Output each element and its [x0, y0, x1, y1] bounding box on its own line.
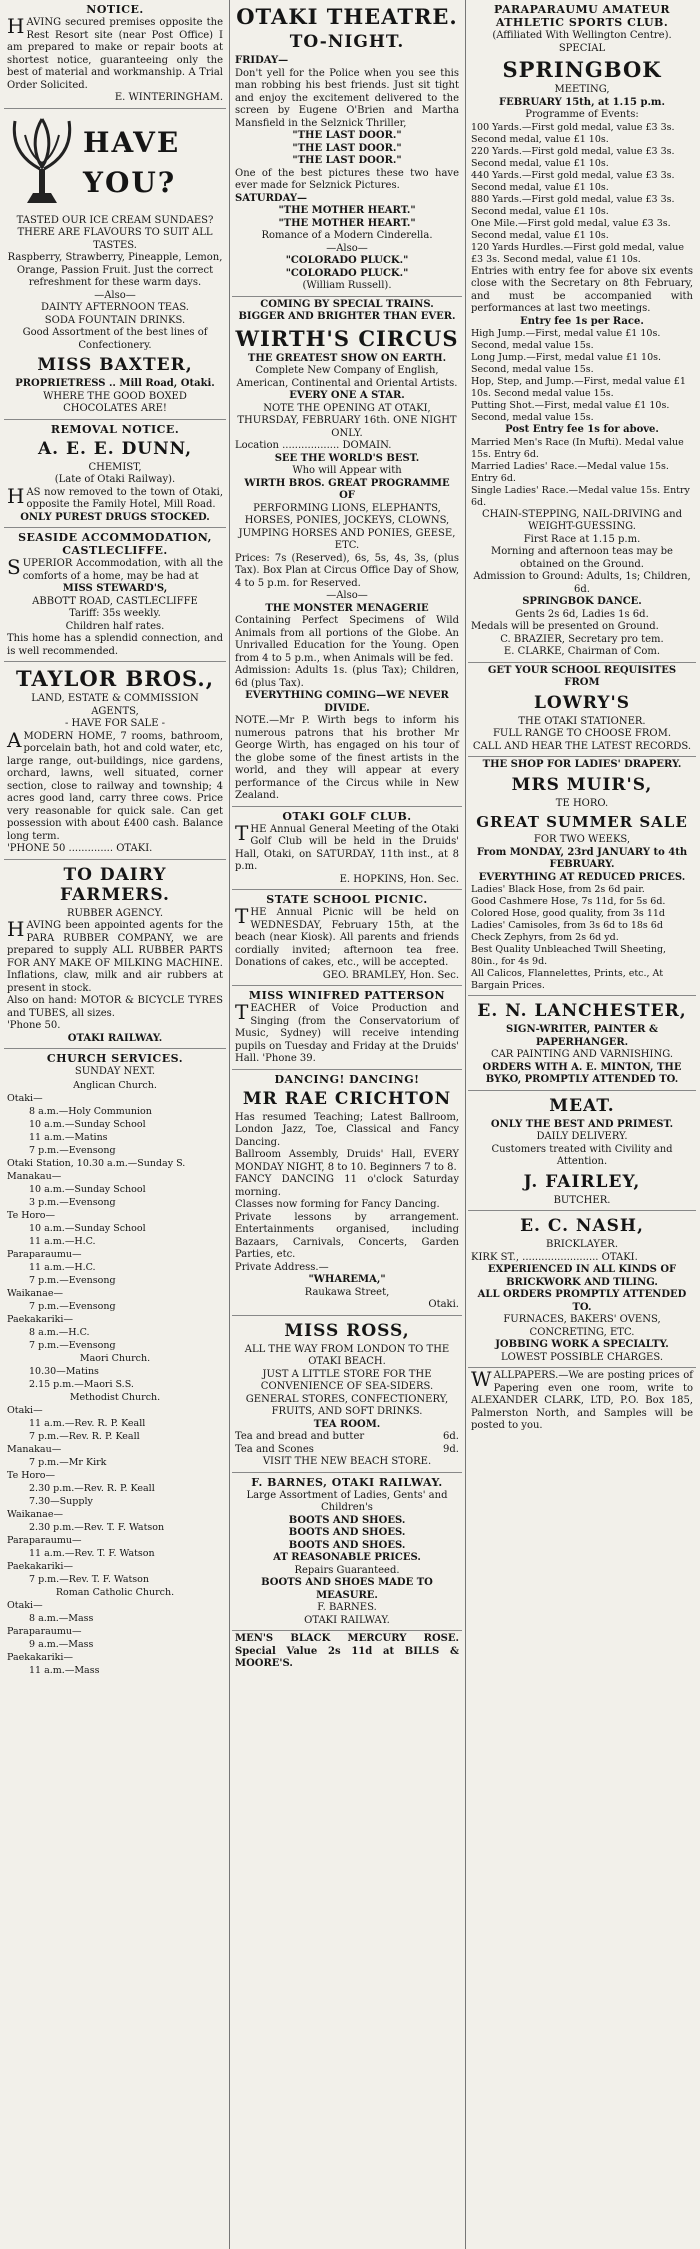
ross-name: MISS ROSS, [284, 1320, 410, 1341]
church-service-list [7, 1079, 223, 1677]
muir-sale-item: Check Zephyrs, from 2s 6d yd. [471, 932, 619, 943]
sports-chairman: E. CLARKE, Chairman of Com. [503, 646, 661, 657]
church-ad [4, 1049, 226, 1680]
sports-event: One Mile.—First gold medal, value £3 3s. Second medal, value £1 10s. [471, 217, 671, 241]
sports-heading: PARAPARAUMU AMATEUR ATHLETIC SPORTS CLUB. [493, 3, 670, 29]
muir-sale-item: Ladies' Black Hose, from 2s 6d pair. [471, 884, 645, 895]
church-service-line: 2.15 p.m.—Maori S.S. [29, 1378, 134, 1390]
mercury-ad [232, 1631, 462, 1674]
barnes-boots: BOOTS AND SHOES. [288, 1514, 406, 1526]
church-service-line: Otaki— [7, 1404, 43, 1416]
nash-trade: BRICKLAYER. [545, 1239, 619, 1250]
baxter-body: TASTED OUR ICE CREAM SUNDAES? THERE ARE FLAVOURS TO SUIT ALL TASTES. [16, 214, 214, 251]
ross-visit: VISIT THE NEW BEACH STORE. [262, 1456, 432, 1467]
lowry-ad [468, 663, 696, 758]
church-heading: CHURCH SERVICES. [46, 1052, 184, 1065]
baxter-proprietress: PROPRIETRESS .. Mill Road, Otaki. [15, 378, 215, 389]
theatre-tonight: TO-NIGHT. [289, 32, 405, 52]
lanchester-car: CAR PAINTING AND VARNISHING. [490, 1049, 674, 1060]
church-service-line: Otaki— [7, 1092, 43, 1104]
church-service-line: 11 a.m.—Matins [29, 1131, 108, 1143]
church-service-line: Waikanae— [7, 1287, 63, 1299]
church-service-line: Paraparaumu— [7, 1248, 82, 1260]
removal-ad [4, 420, 226, 529]
circus-who: Who will Appear with [292, 465, 402, 476]
church-service-line: 11 a.m.—Rev. T. F. Watson [29, 1547, 155, 1559]
sports-special: SPECIAL [558, 42, 606, 54]
picnic-body: THE Annual Picnic will be held on WEDNESDAY, February 15th, at the beach (near Kiosk). All parents and friends cordially invited; afternoon tea free. Donations of cakes, etc., will be accepted. [235, 904, 459, 968]
ross-scone-item: Tea and Scones [235, 1443, 314, 1455]
sports-entry-fee: Entry fee 1s per Race. [520, 315, 644, 327]
barnes-ad [232, 1473, 462, 1632]
ross-scone-price: 9d. [443, 1443, 459, 1455]
picnic-ad [232, 890, 462, 986]
barnes-repairs: Repairs Guaranteed. [294, 1564, 400, 1576]
circus-trains: COMING BY SPECIAL TRAINS. [260, 298, 434, 310]
circus-bigger: BIGGER AND BRIGHTER THAN EVER. [238, 311, 456, 322]
theatre-door-note: One of the best pictures these two have ever made for Selznick Pictures. [235, 167, 459, 191]
theatre-film-title: "THE LAST DOOR." [292, 142, 402, 154]
theatre-ad [232, 0, 462, 297]
sports-event: 100 Yards.—First gold medal, value £3 3s. Second medal, value £1 10s. [471, 121, 675, 145]
church-service-line: 2.30 p.m.—Rev. T. F. Watson [29, 1521, 165, 1533]
nash-jobbing: JOBBING WORK A SPECIALTY. [495, 1339, 669, 1350]
church-service-line: 11 a.m.—H.C. [29, 1261, 96, 1273]
sports-race: Married Men's Race (In Mufti). Medal value 15s. Entry 6d. [471, 436, 684, 460]
circus-star: EVERY ONE A STAR. [289, 390, 405, 401]
nash-lowest: LOWEST POSSIBLE CHARGES. [500, 1351, 664, 1363]
church-service-line: Manakau— [7, 1443, 62, 1455]
lanchester-name: E. N. LANCHESTER, [477, 1001, 687, 1021]
picnic-signature: GEO. BRAMLEY, Hon. Sec. [322, 969, 459, 981]
church-service-line: Paekakariki— [7, 1560, 73, 1572]
dancing-private: Private lessons by arrangement. Entertainments organised, including Bazaars, Carnivals, Concerts, Garden Parties, etc. [235, 1211, 459, 1260]
church-service-line: 7 p.m.—Evensong [29, 1300, 116, 1312]
sports-event: 880 Yards.—First gold medal, value £3 3s. Second medal, value £1 10s. [471, 193, 675, 217]
baxter-ad [4, 109, 226, 420]
baxter-teas: DAINTY AFTERNOON TEAS. [41, 302, 189, 313]
church-service-line: Anglican Church. [73, 1079, 157, 1091]
seaside-note: This home has a splendid connection, and is well recommended. [7, 633, 223, 657]
circus-coming: EVERYTHING COMING—WE NEVER DIVIDE. [245, 690, 449, 714]
dairy-sub: RUBBER AGENCY. [66, 907, 164, 919]
ross-store: JUST A LITTLE STORE FOR THE CONVENIENCE OF SEA-SIDERS. [260, 1368, 434, 1392]
muir-shop: THE SHOP FOR LADIES' DRAPERY. [482, 759, 682, 770]
circus-greatest: THE GREATEST SHOW ON EARTH. [247, 352, 447, 364]
sports-entries: Entries with entry fee for above six events close with the Secretary on 8th February, and must be accompanied with performances at last two meetings. [471, 265, 693, 314]
muir-name: MRS MUIR'S, [511, 774, 653, 795]
circus-menagerie-body: Containing Perfect Specimens of Wild Animals from all portions of the Globe. An Unrivalled Education for the Young. Open from 4 to 5 p.m., when Animals will be fed. [235, 615, 459, 664]
removal-late: (Late of Otaki Railway). [54, 474, 176, 485]
column-right [468, 0, 696, 2249]
meat-heading: MEAT. [549, 1095, 615, 1116]
lowry-sub: THE OTAKI STATIONER. [518, 715, 646, 727]
removal-trade: CHEMIST, [88, 461, 142, 473]
church-service-line: Maori Church. [79, 1352, 151, 1364]
dancing-house: "WHAREMA," [308, 1274, 386, 1285]
sports-teas: Morning and afternoon teas may be obtained on the Ground. [491, 546, 673, 570]
dancing-assembly: Ballroom Assembly, Druids' Hall, EVERY MONDAY NIGHT, 8 to 10. Beginners 7 to 8. [235, 1149, 459, 1173]
church-service-line: 7 p.m.—Rev. R. P. Keall [29, 1430, 140, 1442]
dairy-heading: TO DAIRY FARMERS. [60, 864, 170, 905]
sports-field-event: High Jump.—First, medal value £1 10s. Second, medal value 15s. [471, 328, 661, 351]
church-service-line: Paraparaumu— [7, 1534, 82, 1546]
church-service-line: 3 p.m.—Evensong [29, 1196, 116, 1208]
church-service-line: Methodist Church. [69, 1391, 161, 1403]
circus-acts: PERFORMING LIONS, ELEPHANTS, HORSES, PONIES, JOCKEYS, CLOWNS, JUMPING HORSES AND PONIES, GEESE, ETC. [238, 502, 456, 551]
baxter-flavours: Raspberry, Strawberry, Pineapple, Lemon, Orange, Passion Fruit. Just the correct refreshment for these warm days. [7, 252, 223, 288]
theatre-film-title: "THE MOTHER HEART." [278, 217, 416, 229]
sports-name: SPRINGBOK [502, 57, 662, 82]
theatre-film-title: "THE MOTHER HEART." [278, 205, 416, 216]
patterson-ad [232, 986, 462, 1070]
notice-signature: E. WINTERINGHAM. [114, 92, 223, 103]
circus-see: SEE THE WORLD'S BEST. [274, 452, 420, 464]
church-service-line: 11 a.m.—H.C. [29, 1235, 96, 1247]
removal-drugs: ONLY PUREST DRUGS STOCKED. [20, 511, 210, 523]
theatre-friday: FRIDAY— [235, 55, 289, 66]
lowry-heading: GET YOUR SCHOOL REQUISITES FROM [487, 664, 677, 688]
ross-general: GENERAL STORES, CONFECTIONERY, FRUITS, AND SOFT DRINKS. [245, 1393, 449, 1417]
church-service-line: 9 a.m.—Mass [29, 1638, 94, 1650]
barnes-prices: AT REASONABLE PRICES. [273, 1552, 421, 1563]
sports-secretary: C. BRAZIER, Secretary pro tem. [500, 633, 664, 645]
circus-also: —Also— [326, 590, 368, 601]
muir-weeks: FOR TWO WEEKS, [533, 834, 631, 845]
ross-ad [232, 1316, 462, 1473]
muir-everything: EVERYTHING AT REDUCED PRICES. [478, 871, 686, 883]
church-service-line: 7 p.m.—Evensong [29, 1339, 116, 1351]
muir-items-list [471, 884, 693, 992]
seaside-place: MISS STEWARD'S, [62, 583, 168, 594]
sports-events-list [471, 122, 693, 266]
theatre-film-title: "COLORADO PLUCK." [285, 267, 409, 279]
baxter-name: MISS BAXTER, [37, 355, 193, 375]
circus-menagerie: THE MONSTER MENAGERIE [265, 602, 429, 614]
church-service-line: 7.30—Supply [29, 1495, 93, 1507]
removal-body: HAS now removed to the town of Otaki, opposite the Family Hotel, Mill Road. [7, 483, 223, 510]
sports-affiliated: (Affiliated With Wellington Centre). [492, 30, 672, 41]
theatre-film-title: "COLORADO PLUCK." [285, 255, 409, 266]
theatre-film-title: "THE LAST DOOR." [292, 155, 402, 166]
sports-medals: Medals will be presented on Ground. [471, 621, 659, 632]
seaside-ad [4, 528, 226, 662]
church-service-line: 11 a.m.—Rev. R. P. Keall [29, 1417, 146, 1429]
church-service-line: Waikanae— [7, 1508, 63, 1520]
lanchester-ad [468, 996, 696, 1091]
church-sunday: SUNDAY NEXT. [74, 1066, 156, 1077]
sports-dance: SPRINGBOK DANCE. [522, 596, 642, 607]
church-service-line: 7 p.m.—Mr Kirk [29, 1456, 107, 1468]
barnes-measure: BOOTS AND SHOES MADE TO MEASURE. [261, 1577, 433, 1601]
barnes-heading: F. BARNES, OTAKI RAILWAY. [251, 1475, 443, 1489]
nash-furnaces: FURNACES, BAKERS' OVENS, CONCRETING, ETC. [503, 1314, 661, 1338]
wallpapers-text: WALLPAPERS.—We are posting prices of Papering even one room, write to ALEXANDER CLARK, LTD, P.O. Box 185, Palmerston North, and Samples will be posted to you. [471, 1367, 693, 1431]
sports-meeting: MEETING, [554, 84, 610, 95]
theatre-also: —Also— [326, 242, 368, 254]
mercury-text: MEN'S BLACK MERCURY ROSE. Special Value 2s 11d at BILLS & MOORE'S. [235, 1633, 459, 1669]
church-service-line: Paekakariki— [7, 1651, 73, 1663]
theatre-heading: OTAKI THEATRE. [236, 4, 458, 29]
barnes-boots: BOOTS AND SHOES. [288, 1539, 406, 1551]
church-service-line: 8 a.m.—Mass [29, 1612, 94, 1624]
muir-place: TE HORO. [555, 797, 609, 809]
dairy-also: Also on hand: MOTOR & BICYCLE TYRES and TUBES, all sizes. [7, 995, 223, 1019]
baxter-soda: SODA FOUNTAIN DRINKS. [44, 314, 186, 326]
sports-date: FEBRUARY 15th, at 1.15 p.m. [498, 96, 665, 108]
sports-field-event: Putting Shot.—First, medal value £1 10s. Second, medal value 15s. [471, 400, 670, 423]
seaside-children: Children half rates. [65, 620, 165, 632]
theatre-romance: Romance of a Modern Cinderella. [261, 230, 433, 241]
muir-ad [468, 757, 696, 996]
circus-programme: WIRTH BROS. GREAT PROGRAMME OF [244, 477, 450, 501]
church-service-line: Te Horo— [7, 1469, 56, 1481]
column-left [4, 0, 226, 2249]
taylor-body: AMODERN HOME, 7 rooms, bathroom, porcelain bath, hot and cold water, etc, large range, out-buildings, nice gardens, orchard, lawns, well situated, corner section, close to railway and township; 4 acres good land, carry three cows. Price very reasonable for quick sale. Can get possession with about £400 cash. Balance long term. [7, 727, 223, 842]
circus-prices: Prices: 7s (Reserved), 6s, 5s, 4s, 3s, (plus Tax). Box Plan at Circus Office Day of Show, 4 to 5 p.m. for Reserved. [235, 552, 459, 589]
removal-name: A. E. E. DUNN, [37, 438, 193, 459]
taylor-phone: 'PHONE 50 .............. OTAKI. [7, 843, 153, 854]
seaside-heading: SEASIDE ACCOMMODATION, CASTLECLIFFE. [18, 531, 212, 557]
nash-orders: ALL ORDERS PROMPTLY ATTENDED TO. [477, 1289, 687, 1313]
muir-sale-item: All Calicos, Flannelettes, Prints, etc., At Bargain Prices. [471, 968, 664, 991]
church-service-line: 2.30 p.m.—Rev. R. P. Keall [29, 1482, 155, 1494]
church-service-line: Otaki Station, 10.30 a.m.—Sunday S. [7, 1157, 186, 1169]
notice-heading: NOTICE. [86, 3, 144, 16]
sports-event: 220 Yards.—First gold medal, value £3 3s. Second medal, value £1 10s. [471, 145, 675, 169]
wallpapers-ad [468, 1368, 696, 1436]
lowry-name: LOWRY'S [533, 692, 631, 713]
church-service-line: 7 p.m.—Rev. T. F. Watson [29, 1573, 150, 1585]
church-service-line: 8 a.m.—H.C. [29, 1326, 90, 1338]
golf-signature: E. HOPKINS, Hon. Sec. [339, 873, 459, 885]
nash-address: KIRK ST., ........................ OTAKI. [471, 1251, 638, 1263]
baxter-also: —Also— [94, 289, 136, 301]
seaside-address: ABBOTT ROAD, CASTLECLIFFE [32, 595, 198, 607]
theatre-film-title: "THE LAST DOOR." [292, 130, 402, 141]
sports-event: 120 Yards Hurdles.—First gold medal, value £3 3s. Second medal, value £1 10s. [471, 241, 685, 265]
theatre-friday-body: Don't yell for the Police when you see this man robbing his best friends. Just sit tight and enjoy the excitement delivered to the screen by Eugene O'Brien and Martha Mansfield in the Selznick Thriller, [235, 67, 459, 129]
church-service-line: Roman Catholic Church. [55, 1586, 175, 1598]
church-service-line: Manakau— [7, 1170, 62, 1182]
church-service-line: Otaki— [7, 1599, 43, 1611]
dairy-place: OTAKI RAILWAY. [67, 1032, 163, 1044]
circus-note: NOTE.—Mr P. Wirth begs to inform his numerous patrons that his brother Mr George Wirth, has engaged on his tour of the globe some of the finest artists in the world, and they will appear at every performance of the Circus while in New Zealand. [235, 715, 459, 801]
church-service-line: Te Horo— [7, 1209, 56, 1221]
taylor-ad [4, 662, 226, 860]
dancing-name: MR RAE CRICHTON [242, 1088, 452, 1109]
baxter-logo [7, 117, 223, 209]
meat-best: ONLY THE BEST AND PRIMEST. [490, 1118, 674, 1130]
sports-field-event: Long Jump.—First, medal value £1 10s. Second, medal value 15s. [471, 352, 662, 375]
theatre-saturday: SATURDAY— [235, 192, 307, 204]
ross-tea-item: Tea and bread and butter [235, 1431, 365, 1442]
baxter-have: HAVE [83, 125, 181, 159]
ross-way: ALL THE WAY FROM LONDON TO THE OTAKI BEACH. [244, 1343, 450, 1367]
golf-body: THE Annual General Meeting of the Otaki Golf Club will be held in the Druids' Hall, Otaki, on SATURDAY, 11th inst., at 8 p.m. [235, 820, 459, 872]
taylor-forsale: - HAVE FOR SALE - [64, 718, 166, 729]
dancing-town: Otaki. [428, 1299, 459, 1310]
lanchester-orders: ORDERS WITH A. E. MINTON, THE BYKO, PROMPTLY ATTENDED TO. [482, 1061, 682, 1085]
sundae-glass-icon [7, 117, 77, 209]
meat-name: J. FAIRLEY, [523, 1171, 641, 1192]
church-service-line: Paekakariki— [7, 1313, 73, 1325]
patterson-body: TEACHER of Voice Production and Singing (from the Conservatorium of Music, Sydney) will receive intending pupils on Tuesday and Friday at the Druids' Hall. 'Phone 39. [235, 1000, 459, 1064]
dairy-body: HAVING been appointed agents for the PARA RUBBER COMPANY, we are prepared to supply ALL RUBBER PARTS FOR ANY MAKE OF MILKING MACHINE. Inflations, claw, milk and air rubbers at present in stock. [7, 917, 223, 994]
nash-experience: EXPERIENCED IN ALL KINDS OF BRICKWORK AND TILING. [487, 1264, 677, 1288]
picnic-heading: STATE SCHOOL PICNIC. [266, 893, 428, 906]
lowry-range: FULL RANGE TO CHOOSE FROM. [492, 728, 672, 739]
dancing-classes: Classes now forming for Fancy Dancing. [235, 1199, 440, 1210]
ross-price-row [235, 1444, 459, 1457]
muir-sale-item: Colored Hose, good quality, from 3s 11d [471, 908, 665, 919]
column-rule [229, 0, 230, 2249]
sports-event: 440 Yards.—First gold medal, value £3 3s. Second medal, value £1 10s. [471, 169, 675, 193]
barnes-place: OTAKI RAILWAY. [304, 1614, 390, 1626]
barnes-body: Large Assortment of Ladies, Gents' and Children's [246, 1489, 448, 1513]
church-service-line: 8 a.m.—Holy Communion [29, 1105, 152, 1117]
sports-chain: CHAIN-STEPPING, NAIL-DRIVING and WEIGHT-GUESSING. [482, 508, 682, 532]
seaside-body: SUPERIOR Accommodation, with all the comforts of a home, may be had at [7, 555, 223, 582]
notice-ad [4, 0, 226, 109]
meat-ad [468, 1091, 696, 1212]
muir-sale-item: Ladies' Camisoles, from 3s 6d to 18s 6d [471, 920, 663, 931]
church-service-line: 7 p.m.—Evensong [29, 1274, 116, 1286]
dairy-phone: 'Phone 50. [7, 1020, 61, 1031]
nash-ad [468, 1211, 696, 1368]
golf-ad [232, 807, 462, 891]
church-service-line: 7 p.m.—Evensong [29, 1144, 116, 1156]
dancing-fancy: FANCY DANCING 11 o'clock Saturday morning. [235, 1174, 459, 1198]
circus-company: Complete New Company of English, American, Continental and Oriental Artists. [236, 365, 458, 389]
dancing-body: Has resumed Teaching; Latest Ballroom, London Jazz, Toe, Classical and Fancy Dancing. [235, 1111, 459, 1148]
baxter-you: YOU? [83, 165, 177, 199]
taylor-sub: LAND, ESTATE & COMMISSION AGENTS, [31, 693, 199, 717]
church-service-line: 10 a.m.—Sunday School [29, 1222, 146, 1234]
church-service-line: 10 a.m.—Sunday School [29, 1183, 146, 1195]
dancing-address-label: Private Address.— [235, 1261, 329, 1273]
sports-admission: Admission to Ground: Adults, 1s; Children, 6d. [473, 571, 691, 595]
muir-sale-item: Good Cashmere Hose, 7s 11d, for 5s 6d. [471, 896, 666, 907]
church-service-line: Paraparaumu— [7, 1625, 82, 1637]
sports-programme: Programme of Events: [525, 109, 639, 120]
barnes-boots: BOOTS AND SHOES. [288, 1527, 406, 1538]
dairy-ad [4, 860, 226, 1050]
church-service-line: 10 a.m.—Sunday School [29, 1118, 146, 1130]
taylor-name: TAYLOR BROS., [15, 666, 215, 691]
muir-sale: GREAT SUMMER SALE [476, 813, 688, 831]
sports-race: Single Ladies' Race.—Medal value 15s. Entry 6d. [471, 484, 690, 508]
dancing-ad [232, 1070, 462, 1316]
muir-sale-item: Best Quality Unbleached Twill Sheeting, 80in., for 4s 9d. [471, 944, 667, 967]
circus-name: WIRTH'S CIRCUS [235, 325, 459, 351]
circus-location: Location .................. DOMAIN. [235, 440, 392, 451]
theatre-russell: (William Russell). [302, 280, 392, 291]
circus-ad [232, 297, 462, 807]
lowry-records: CALL AND HEAR THE LATEST RECORDS. [472, 740, 692, 752]
dancing-heading: DANCING! DANCING! [274, 1072, 420, 1086]
nash-name: E. C. NASH, [520, 1216, 644, 1236]
circus-opening: NOTE THE OPENING AT OTAKI, THURSDAY, FEBRUARY 16th. ONE NIGHT ONLY. [237, 402, 457, 439]
sports-dance-price: Gents 2s 6d, Ladies 1s 6d. [515, 608, 649, 620]
seaside-tariff: Tariff: 35s weekly. [69, 608, 161, 619]
circus-admission: Admission: Adults 1s. (plus Tax); Children, 6d (plus Tax). [235, 665, 459, 689]
ross-tearoom: TEA ROOM. [313, 1418, 381, 1430]
ross-tea-price: 6d. [443, 1431, 459, 1442]
ross-price-row [235, 1431, 459, 1444]
sports-post: Post Entry fee 1s for above. [505, 424, 659, 435]
dancing-street: Raukawa Street, [304, 1286, 390, 1298]
sports-ad [468, 0, 696, 663]
baxter-assortment: Good Assortment of the best lines of Confectionery. [22, 327, 208, 351]
sports-races-list [471, 437, 693, 509]
sports-first-race: First Race at 1.15 p.m. [523, 533, 641, 545]
barnes-signature: F. BARNES. [317, 1602, 377, 1613]
column-rule [465, 0, 466, 2249]
column-middle [232, 0, 462, 2249]
baxter-tagline: WHERE THE GOOD BOXED CHOCOLATES ARE! [43, 390, 187, 414]
removal-heading: REMOVAL NOTICE. [50, 422, 180, 436]
patterson-heading: MISS WINIFRED PATTERSON [248, 989, 446, 1002]
sports-field-event: Hop, Step, and Jump.—First, medal value £1 10s. Second medal value 15s. [471, 376, 686, 399]
meat-delivery: DAILY DELIVERY. [536, 1131, 628, 1142]
muir-from: From MONDAY, 23rd JANUARY to 4th FEBRUARY. [476, 846, 688, 870]
sports-field-list [471, 328, 693, 424]
golf-heading: OTAKI GOLF CLUB. [282, 809, 412, 823]
notice-body: HAVING secured premises opposite the Rest Resort site (near Post Office) I am prepared to make or repair boots at shortest notice, guaranteeing only the best of material and workmanship. A Trial Order Solicited. [7, 14, 223, 91]
lanchester-trade: SIGN-WRITER, PAINTER & PAPERHANGER. [506, 1024, 658, 1048]
meat-trade: BUTCHER. [553, 1194, 611, 1206]
church-service-line: 10.30—Matins [29, 1365, 99, 1377]
sports-race: Married Ladies' Race.—Medal value 15s. Entry 6d. [471, 460, 669, 484]
meat-customers: Customers treated with Civility and Attention. [491, 1143, 673, 1167]
church-service-line: 11 a.m.—Mass [29, 1664, 100, 1676]
